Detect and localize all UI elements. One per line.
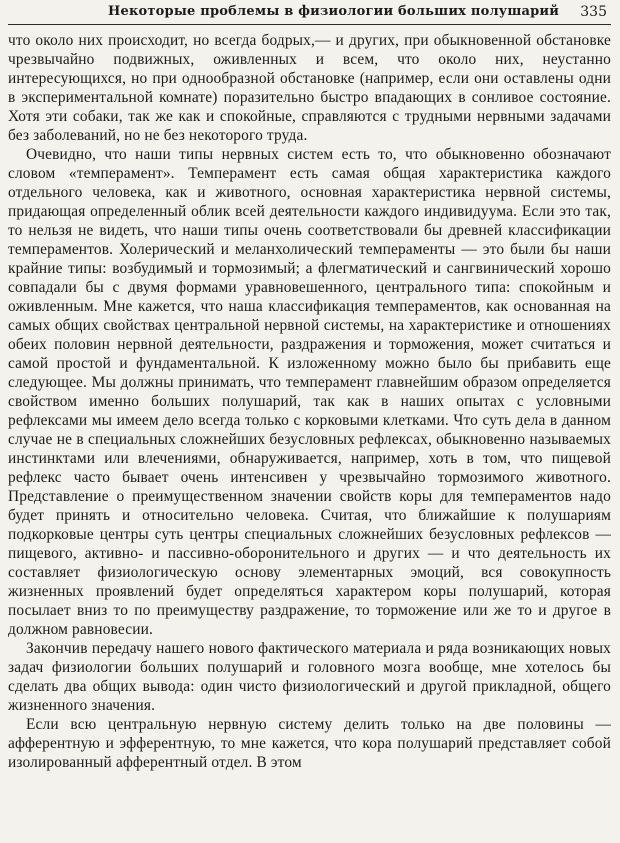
page-number: 335: [580, 4, 607, 20]
running-title: Некоторые проблемы в физиологии больших полушарий: [108, 4, 560, 19]
running-head: [8, 2, 611, 25]
paragraph: что около них происходит, но всегда бодрых,— и других, при обыкновенной обстановке чрезвычайно подвижных, оживленных и всем, что около них, неустанно интересующихся, но при однообразной обстановке (например, если они оставлены одни в экспериментальной комнате) поразительно быстро впадающих в сонливое состояние. Хотя эти собаки, так же как и спокойные, справляются с трудными нервными задачами без заболеваний, но не без некоторого труда.: [8, 32, 611, 144]
paragraph: Если всю центральную нервную систему делить только на две половины — афферентную и эфферентную, то мне кажется, что кора полушарий представляет собой изолированный афферентный отдел. В этом: [8, 716, 611, 771]
paragraph: Очевидно, что наши типы нервных систем есть то, что обыкновенно обозначают словом «темперамент». Темперамент есть самая общая характеристика каждого отдельного человека, как и животного, основная характеристика нервной системы, придающая определенный облик всей деятельности каждого индивидуума. Если это так, то нельзя не видеть, что наши типы очень соответствовали бы древней классификации темпераментов. Холерический и меланхолический темпераменты — это были бы наши крайние типы: возбудимый и тормозимый; а флегматический и сангвинический хорошо совпадали бы с двумя формами уравновешенного, центрального типа: спокойным и оживленным. Мне кажется, что наша классификация темпераментов, как основанная на самых общих свойствах центральной нервной системы, на характеристике и отношениях обеих половин нервной деятельности, раздражения и торможения, может считаться и самой простой и фундаментальной. К изложенному можно было бы прибавить еще следующее. Мы должны принимать, что темперамент главнейшим образом определяется свойством именно больших полушарий, так как в наших опытах с условными рефлексами мы имеем дело всегда только с корковыми клетками. Что суть дела в данном случае не в специальных сложнейших безусловных рефлексах, обыкновенно называемых инстинктами или влечениями, обнаруживается, например, хоть в том, что пищевой рефлекс часто бывает очень интенсивен у чрезвычайно тормозимого животного. Представление о преимущественном значении свойств коры для темпераментов надо будет принять и относительно человека. Считая, что ближайшие к полушариям подкорковые центры суть центры специальных сложнейших безусловных рефлексов — пищевого, активно- и пассивно-оборонительного и других — и что деятельность их составляет физиологическую основу элементарных эмоций, вся совокупность жизненных проявлений будет определяться характером коры полушарий, которая посылает вниз то по преимуществу раздражение, то торможение или же то и другое в должном равновесии.: [8, 146, 611, 638]
body-text: [8, 31, 611, 772]
paragraph: Закончив передачу нашего нового фактического материала и ряда возникающих новых задач физиологии больших полушарий и головного мозга вообще, мне хотелось бы сделать два общих вывода: один чисто физиологический и другой прикладной, общего жизненного значения.: [8, 640, 611, 714]
book-page: [8, 0, 611, 843]
